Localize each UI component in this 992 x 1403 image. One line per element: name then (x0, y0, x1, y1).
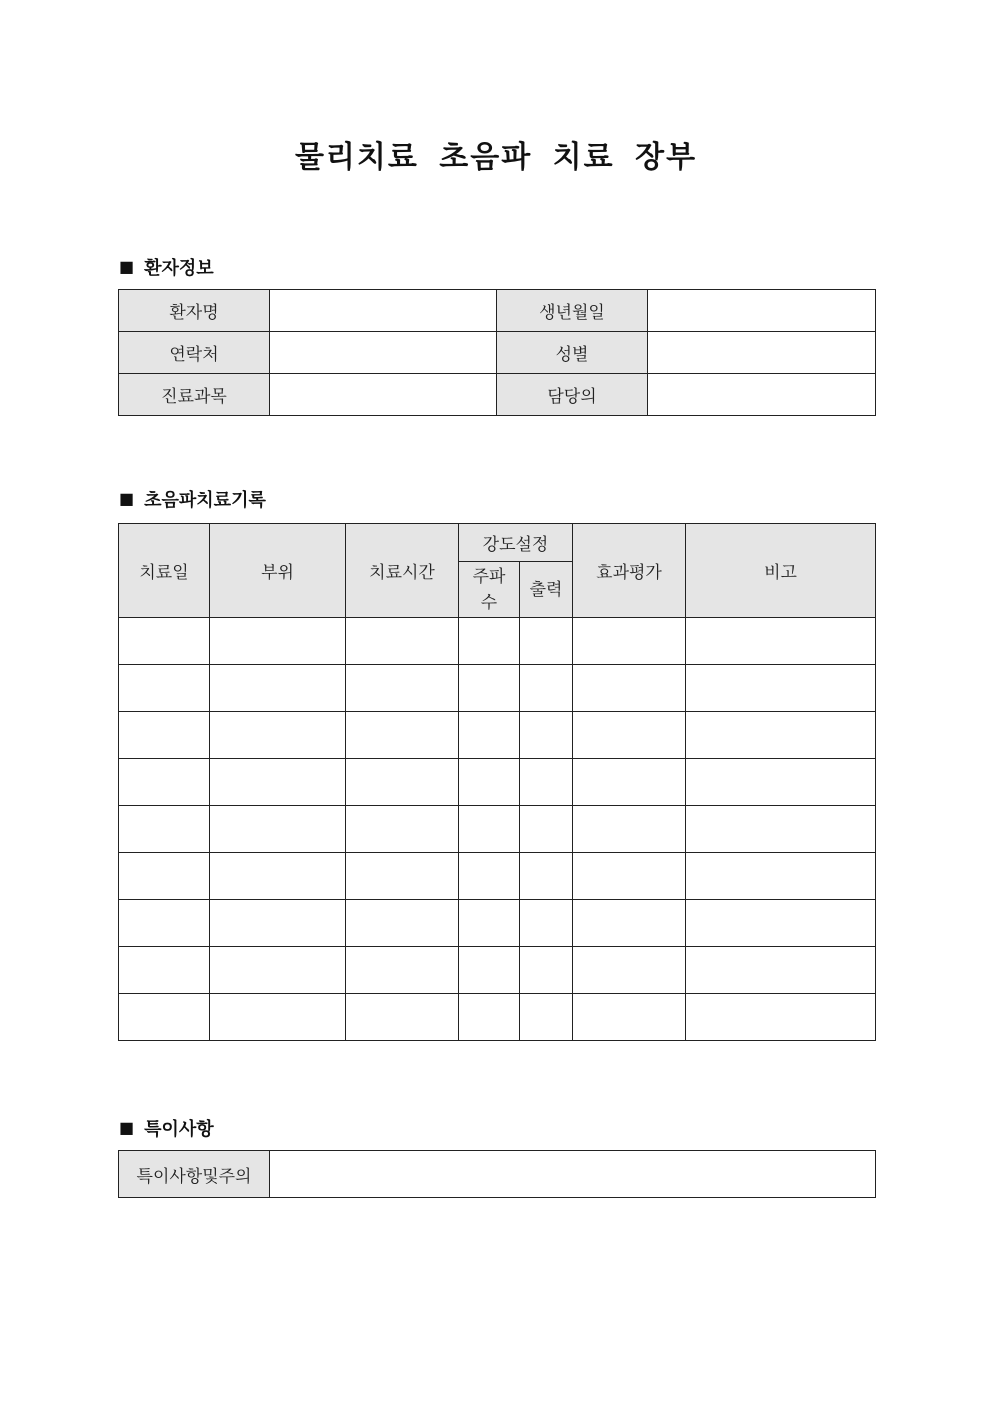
department-label: 진료과목 (119, 374, 270, 416)
notes-label: 특이사항및주의 (119, 1151, 270, 1198)
notes-table (118, 1150, 876, 1198)
record-cell-remarks[interactable] (686, 712, 876, 759)
record-row (119, 618, 876, 665)
patient-info-table (118, 289, 876, 416)
record-cell-frequency[interactable] (459, 947, 520, 994)
patient-row (119, 374, 876, 416)
record-body (119, 618, 876, 1041)
record-cell-evaluation[interactable] (573, 618, 686, 665)
record-cell-date[interactable] (119, 900, 210, 947)
gender-field[interactable] (648, 332, 876, 374)
record-cell-output[interactable] (520, 806, 573, 853)
record-cell-date[interactable] (119, 712, 210, 759)
record-cell-remarks[interactable] (686, 806, 876, 853)
record-cell-date[interactable] (119, 618, 210, 665)
record-cell-output[interactable] (520, 712, 573, 759)
record-cell-site[interactable] (210, 994, 346, 1041)
record-cell-remarks[interactable] (686, 994, 876, 1041)
page-title: 물리치료 초음파 치료 장부 (294, 140, 698, 175)
record-cell-time[interactable] (346, 665, 459, 712)
col-header-remarks: 비고 (686, 524, 876, 618)
record-cell-frequency[interactable] (459, 759, 520, 806)
record-cell-site[interactable] (210, 853, 346, 900)
record-cell-output[interactable] (520, 853, 573, 900)
record-cell-evaluation[interactable] (573, 759, 686, 806)
patient-row (119, 332, 876, 374)
col-header-site: 부위 (210, 524, 346, 618)
square-bullet-icon: ■ (119, 489, 135, 508)
notes-heading-text: 특이사항 (144, 1119, 214, 1140)
record-cell-remarks[interactable] (686, 665, 876, 712)
record-cell-frequency[interactable] (459, 618, 520, 665)
patient-row (119, 290, 876, 332)
record-cell-frequency[interactable] (459, 712, 520, 759)
col-header-intensity: 강도설정 (459, 524, 573, 562)
record-cell-date[interactable] (119, 665, 210, 712)
record-row (119, 853, 876, 900)
doctor-label: 담당의 (497, 374, 648, 416)
patient-name-label: 환자명 (119, 290, 270, 332)
record-cell-evaluation[interactable] (573, 994, 686, 1041)
record-cell-time[interactable] (346, 994, 459, 1041)
record-cell-site[interactable] (210, 759, 346, 806)
record-cell-remarks[interactable] (686, 900, 876, 947)
record-cell-date[interactable] (119, 853, 210, 900)
record-cell-output[interactable] (520, 947, 573, 994)
record-cell-output[interactable] (520, 665, 573, 712)
record-row (119, 665, 876, 712)
record-row (119, 994, 876, 1041)
record-cell-frequency[interactable] (459, 806, 520, 853)
record-row (119, 947, 876, 994)
record-row (119, 806, 876, 853)
record-cell-evaluation[interactable] (573, 712, 686, 759)
record-cell-output[interactable] (520, 618, 573, 665)
doctor-field[interactable] (648, 374, 876, 416)
square-bullet-icon: ■ (119, 1118, 135, 1137)
col-header-time: 치료시간 (346, 524, 459, 618)
record-cell-date[interactable] (119, 759, 210, 806)
notes-heading (119, 1115, 214, 1141)
record-cell-time[interactable] (346, 618, 459, 665)
record-cell-remarks[interactable] (686, 759, 876, 806)
record-cell-output[interactable] (520, 759, 573, 806)
patient-info-heading (119, 254, 214, 280)
record-cell-frequency[interactable] (459, 994, 520, 1041)
contact-label: 연락처 (119, 332, 270, 374)
records-heading (119, 486, 266, 512)
record-cell-date[interactable] (119, 806, 210, 853)
record-cell-remarks[interactable] (686, 853, 876, 900)
record-cell-date[interactable] (119, 994, 210, 1041)
col-header-date: 치료일 (119, 524, 210, 618)
patient-info-heading-text: 환자정보 (144, 258, 214, 279)
record-cell-time[interactable] (346, 806, 459, 853)
record-cell-evaluation[interactable] (573, 806, 686, 853)
birthdate-label: 생년월일 (497, 290, 648, 332)
birthdate-field[interactable] (648, 290, 876, 332)
record-cell-output[interactable] (520, 994, 573, 1041)
record-cell-site[interactable] (210, 665, 346, 712)
record-cell-site[interactable] (210, 947, 346, 994)
notes-row (119, 1151, 876, 1198)
record-cell-time[interactable] (346, 900, 459, 947)
record-cell-date[interactable] (119, 947, 210, 994)
contact-field[interactable] (270, 332, 497, 374)
gender-label: 성별 (497, 332, 648, 374)
record-cell-site[interactable] (210, 900, 346, 947)
record-cell-time[interactable] (346, 712, 459, 759)
col-header-evaluation: 효과평가 (573, 524, 686, 618)
record-cell-frequency[interactable] (459, 853, 520, 900)
record-cell-evaluation[interactable] (573, 947, 686, 994)
record-row (119, 759, 876, 806)
col-header-frequency: 주파수 (459, 562, 520, 618)
record-cell-frequency[interactable] (459, 900, 520, 947)
record-cell-time[interactable] (346, 947, 459, 994)
department-field[interactable] (270, 374, 497, 416)
record-cell-site[interactable] (210, 712, 346, 759)
record-header-row (119, 524, 876, 562)
record-cell-remarks[interactable] (686, 618, 876, 665)
records-heading-text: 초음파치료기록 (144, 490, 266, 511)
col-header-output: 출력 (520, 562, 573, 618)
record-cell-frequency[interactable] (459, 665, 520, 712)
record-cell-time[interactable] (346, 853, 459, 900)
record-cell-evaluation[interactable] (573, 665, 686, 712)
record-cell-evaluation[interactable] (573, 853, 686, 900)
notes-field[interactable] (270, 1151, 876, 1198)
record-cell-site[interactable] (210, 618, 346, 665)
record-cell-remarks[interactable] (686, 947, 876, 994)
square-bullet-icon: ■ (119, 257, 135, 276)
patient-name-field[interactable] (270, 290, 497, 332)
record-cell-output[interactable] (520, 900, 573, 947)
record-row (119, 712, 876, 759)
record-row (119, 900, 876, 947)
record-cell-evaluation[interactable] (573, 900, 686, 947)
record-cell-site[interactable] (210, 806, 346, 853)
record-cell-time[interactable] (346, 759, 459, 806)
treatment-record-table (118, 523, 876, 1041)
